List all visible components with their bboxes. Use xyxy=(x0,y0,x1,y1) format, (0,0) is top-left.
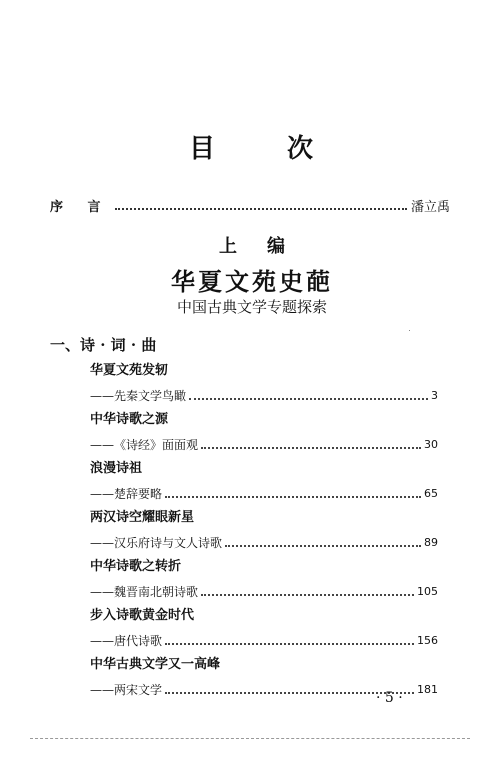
dot-leader xyxy=(189,398,428,400)
dot-leader xyxy=(165,496,421,498)
section-heading: 一、诗 · 词 · 曲 xyxy=(50,336,157,354)
entry-page: 30 xyxy=(424,438,438,451)
preface-author: 潘立禹 xyxy=(410,200,450,215)
entry-title: 中华诗歌之源 xyxy=(90,412,169,427)
entry-title: 中华古典文学又一高峰 xyxy=(90,657,221,672)
entry-subtitle: ——《诗经》面面观 xyxy=(90,438,199,452)
entry-line xyxy=(90,433,438,457)
toc-entry[interactable] xyxy=(90,605,438,654)
entry-page: 3 xyxy=(431,389,438,402)
entry-line xyxy=(90,629,438,653)
toc-entry[interactable] xyxy=(90,360,438,409)
entry-page: 89 xyxy=(424,536,438,549)
part-char-2: 编 xyxy=(267,236,285,257)
preface-label: 序 言 xyxy=(50,200,111,215)
page-title xyxy=(0,128,504,165)
book-subtitle: 中国古典文学专题探索 xyxy=(176,298,327,316)
entry-subtitle: ——楚辞要略 xyxy=(90,487,163,501)
entry-page: 181 xyxy=(417,683,438,696)
entry-title: 华夏文苑发轫 xyxy=(90,363,169,378)
scan-speck xyxy=(409,330,410,331)
entry-subtitle: ——唐代诗歌 xyxy=(90,634,163,648)
entry-line xyxy=(90,580,438,604)
entry-page: 105 xyxy=(417,585,438,598)
entry-line xyxy=(90,531,438,555)
entry-title: 两汉诗空耀眼新星 xyxy=(90,510,195,525)
entry-subtitle: ——魏晋南北朝诗歌 xyxy=(90,585,199,599)
book-title: 华夏文苑史葩 xyxy=(171,267,333,296)
part-char-1: 上 xyxy=(219,236,237,257)
entry-subtitle: ——汉乐府诗与文人诗歌 xyxy=(90,536,223,550)
title-char-2: 次 xyxy=(287,134,316,164)
part-heading xyxy=(0,232,504,258)
entry-page: 65 xyxy=(424,487,438,500)
entry-subtitle: ——先秦文学鸟瞰 xyxy=(90,389,187,403)
dot-leader xyxy=(201,594,414,596)
bottom-scan-line xyxy=(30,738,470,739)
entry-line xyxy=(90,482,438,506)
page-number: · 5 · xyxy=(376,690,403,706)
entry-title: 中华诗歌之转折 xyxy=(90,559,182,574)
entry-title: 步入诗歌黄金时代 xyxy=(90,608,195,623)
toc-entries xyxy=(90,360,438,703)
dot-leader xyxy=(165,643,414,645)
entry-subtitle: ——两宋文学 xyxy=(90,683,163,697)
toc-entry[interactable] xyxy=(90,458,438,507)
entry-line xyxy=(90,384,438,408)
toc-entry[interactable] xyxy=(90,556,438,605)
dot-leader xyxy=(115,208,407,210)
dot-leader xyxy=(225,545,421,547)
toc-entry[interactable] xyxy=(90,409,438,458)
toc-entry[interactable] xyxy=(90,507,438,556)
entry-title: 浪漫诗祖 xyxy=(90,461,143,476)
entry-page: 156 xyxy=(417,634,438,647)
dot-leader xyxy=(201,447,421,449)
toc-preface-row[interactable] xyxy=(50,196,450,215)
title-char-1: 目 xyxy=(188,134,217,164)
